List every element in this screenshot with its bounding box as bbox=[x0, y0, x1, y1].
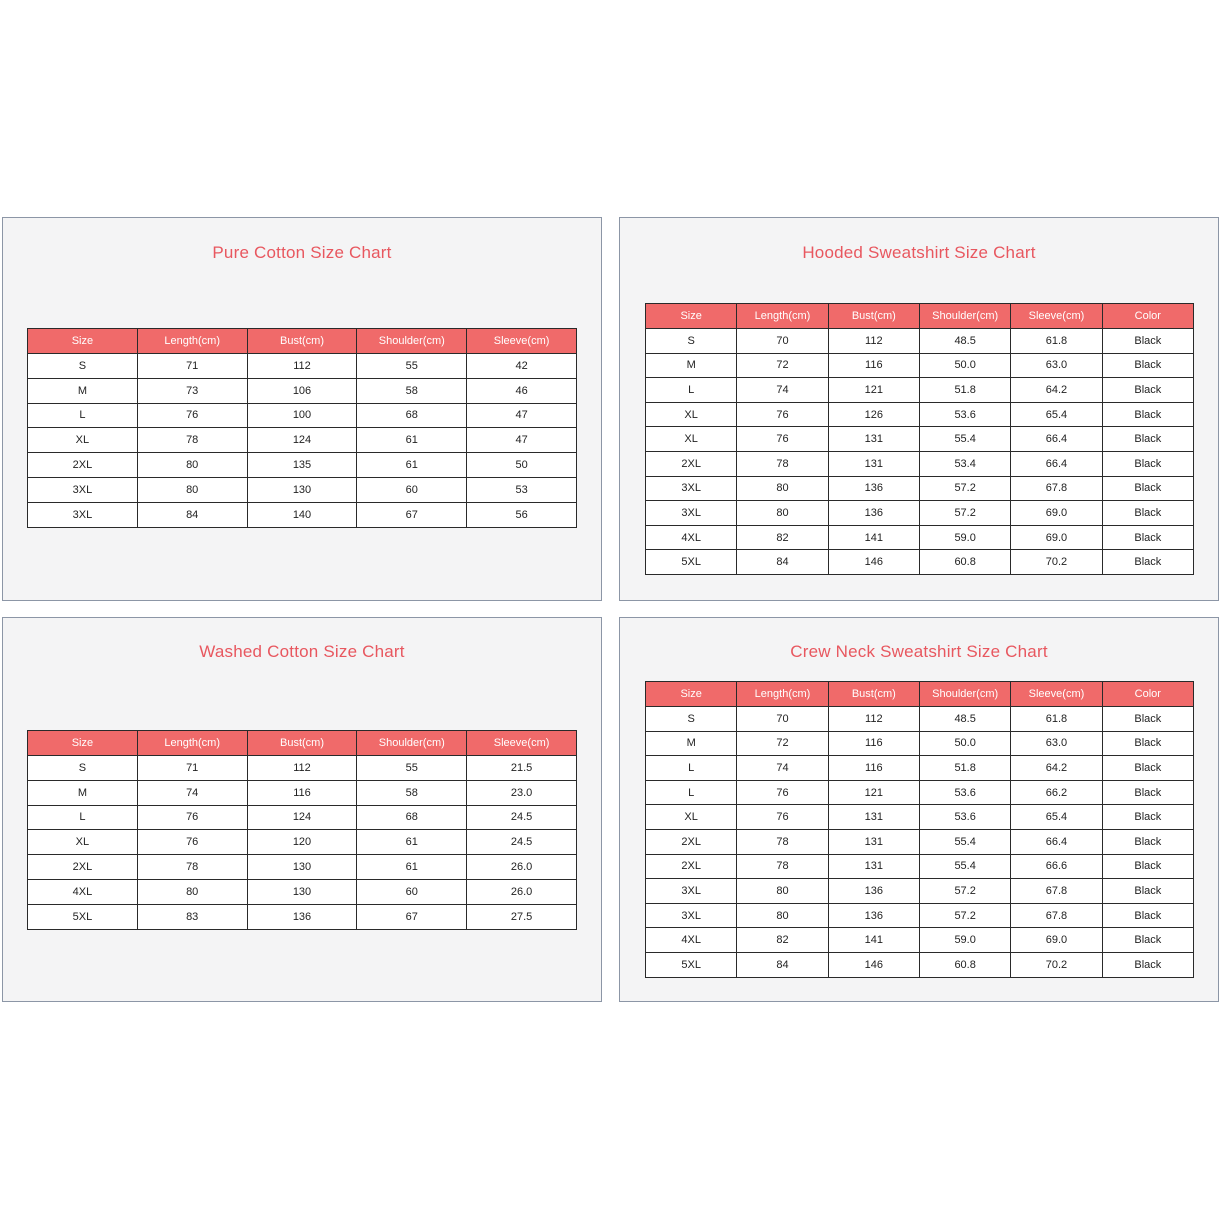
table-cell: 55.4 bbox=[919, 854, 1010, 879]
table-cell: 57.2 bbox=[919, 879, 1010, 904]
table-cell: 70.2 bbox=[1011, 550, 1102, 575]
table-row bbox=[646, 476, 1194, 501]
table-cell: 131 bbox=[828, 451, 919, 476]
table-cell: 140 bbox=[247, 502, 357, 527]
table-header-row bbox=[28, 731, 577, 756]
table-cell: Black bbox=[1102, 756, 1193, 781]
table-cell: 83 bbox=[137, 904, 247, 929]
table-cell: 21.5 bbox=[467, 756, 577, 781]
table-cell: Black bbox=[1102, 952, 1193, 977]
table-cell: 66.6 bbox=[1011, 854, 1102, 879]
column-header: Sleeve(cm) bbox=[467, 329, 577, 354]
table-cell: Black bbox=[1102, 353, 1193, 378]
table-cell: S bbox=[28, 354, 138, 379]
table-cell: L bbox=[28, 805, 138, 830]
table-cell: 84 bbox=[737, 550, 828, 575]
table-cell: 67.8 bbox=[1011, 903, 1102, 928]
table-cell: 66.4 bbox=[1011, 829, 1102, 854]
table-cell: 53.6 bbox=[919, 805, 1010, 830]
table-row bbox=[646, 952, 1194, 977]
crew-neck-sweatshirt-size-table bbox=[645, 681, 1194, 978]
table-header-row bbox=[28, 329, 577, 354]
table-cell: 74 bbox=[737, 378, 828, 403]
table-cell: 47 bbox=[467, 403, 577, 428]
table-cell: 112 bbox=[247, 354, 357, 379]
table-cell: 65.4 bbox=[1011, 805, 1102, 830]
table-cell: Black bbox=[1102, 525, 1193, 550]
table-cell: Black bbox=[1102, 731, 1193, 756]
table-cell: 67.8 bbox=[1011, 476, 1102, 501]
table-row bbox=[646, 402, 1194, 427]
table-cell: 70 bbox=[737, 707, 828, 732]
table-cell: 67 bbox=[357, 502, 467, 527]
crew-neck-sweatshirt-size-chart-panel bbox=[619, 617, 1219, 1002]
table-cell: 76 bbox=[737, 780, 828, 805]
hooded-sweatshirt-chart-title: Hooded Sweatshirt Size Chart bbox=[802, 243, 1036, 262]
table-cell: L bbox=[646, 756, 737, 781]
column-header: Sleeve(cm) bbox=[1011, 304, 1102, 329]
table-cell: Black bbox=[1102, 903, 1193, 928]
table-cell: 57.2 bbox=[919, 501, 1010, 526]
table-cell: 61.8 bbox=[1011, 329, 1102, 354]
table-cell: 80 bbox=[737, 903, 828, 928]
table-cell: 70 bbox=[737, 329, 828, 354]
table-cell: Black bbox=[1102, 707, 1193, 732]
table-cell: 3XL bbox=[28, 502, 138, 527]
table-cell: 5XL bbox=[28, 904, 138, 929]
table-cell: 3XL bbox=[646, 501, 737, 526]
table-cell: 27.5 bbox=[467, 904, 577, 929]
table-row bbox=[646, 550, 1194, 575]
table-row bbox=[646, 879, 1194, 904]
table-cell: Black bbox=[1102, 402, 1193, 427]
table-cell: 58 bbox=[357, 780, 467, 805]
table-cell: 69.0 bbox=[1011, 501, 1102, 526]
table-row bbox=[28, 805, 577, 830]
table-cell: 55.4 bbox=[919, 829, 1010, 854]
table-row bbox=[28, 830, 577, 855]
table-cell: L bbox=[646, 780, 737, 805]
pure-cotton-size-table bbox=[27, 328, 577, 528]
table-cell: XL bbox=[646, 427, 737, 452]
table-cell: 26.0 bbox=[467, 879, 577, 904]
table-cell: Black bbox=[1102, 501, 1193, 526]
column-header: Bust(cm) bbox=[828, 682, 919, 707]
table-cell: 116 bbox=[828, 353, 919, 378]
table-row bbox=[28, 477, 577, 502]
table-cell: 46 bbox=[467, 378, 577, 403]
table-row bbox=[28, 453, 577, 478]
table-cell: 80 bbox=[737, 501, 828, 526]
table-header-row bbox=[646, 682, 1194, 707]
table-cell: 84 bbox=[737, 952, 828, 977]
table-cell: 2XL bbox=[646, 829, 737, 854]
table-cell: 61.8 bbox=[1011, 707, 1102, 732]
table-row bbox=[28, 354, 577, 379]
column-header: Length(cm) bbox=[737, 682, 828, 707]
table-cell: 130 bbox=[247, 477, 357, 502]
table-cell: 58 bbox=[357, 378, 467, 403]
table-cell: 131 bbox=[828, 805, 919, 830]
table-cell: 112 bbox=[828, 707, 919, 732]
table-cell: 63.0 bbox=[1011, 731, 1102, 756]
column-header: Bust(cm) bbox=[247, 329, 357, 354]
table-cell: 66.2 bbox=[1011, 780, 1102, 805]
table-cell: 68 bbox=[357, 805, 467, 830]
table-cell: 64.2 bbox=[1011, 756, 1102, 781]
table-cell: 53.4 bbox=[919, 451, 1010, 476]
table-cell: 112 bbox=[828, 329, 919, 354]
table-row bbox=[28, 780, 577, 805]
table-cell: 55 bbox=[357, 354, 467, 379]
table-cell: 64.2 bbox=[1011, 378, 1102, 403]
table-cell: 66.4 bbox=[1011, 451, 1102, 476]
table-cell: M bbox=[28, 378, 138, 403]
table-cell: L bbox=[646, 378, 737, 403]
column-header: Shoulder(cm) bbox=[919, 304, 1010, 329]
table-row bbox=[28, 855, 577, 880]
table-cell: 63.0 bbox=[1011, 353, 1102, 378]
table-cell: Black bbox=[1102, 829, 1193, 854]
table-cell: 136 bbox=[828, 501, 919, 526]
table-cell: 76 bbox=[737, 402, 828, 427]
table-cell: 55.4 bbox=[919, 427, 1010, 452]
table-row bbox=[646, 903, 1194, 928]
column-header: Sleeve(cm) bbox=[467, 731, 577, 756]
table-row bbox=[646, 525, 1194, 550]
table-cell: 3XL bbox=[646, 879, 737, 904]
table-cell: 42 bbox=[467, 354, 577, 379]
table-cell: 71 bbox=[137, 354, 247, 379]
table-cell: Black bbox=[1102, 329, 1193, 354]
column-header: Shoulder(cm) bbox=[919, 682, 1010, 707]
table-row bbox=[646, 451, 1194, 476]
table-cell: 67 bbox=[357, 904, 467, 929]
table-cell: L bbox=[28, 403, 138, 428]
table-cell: 76 bbox=[137, 805, 247, 830]
table-cell: 124 bbox=[247, 428, 357, 453]
table-cell: 59.0 bbox=[919, 928, 1010, 953]
table-cell: 141 bbox=[828, 928, 919, 953]
table-cell: 61 bbox=[357, 428, 467, 453]
table-cell: 3XL bbox=[646, 476, 737, 501]
table-cell: 80 bbox=[137, 477, 247, 502]
washed-cotton-chart-title: Washed Cotton Size Chart bbox=[199, 642, 405, 661]
table-cell: 82 bbox=[737, 928, 828, 953]
table-cell: 130 bbox=[247, 855, 357, 880]
column-header: Size bbox=[646, 682, 737, 707]
table-cell: 24.5 bbox=[467, 805, 577, 830]
table-cell: 100 bbox=[247, 403, 357, 428]
table-cell: Black bbox=[1102, 378, 1193, 403]
column-header: Size bbox=[28, 731, 138, 756]
table-cell: 47 bbox=[467, 428, 577, 453]
table-cell: 23.0 bbox=[467, 780, 577, 805]
table-cell: 135 bbox=[247, 453, 357, 478]
table-row bbox=[28, 756, 577, 781]
column-header: Shoulder(cm) bbox=[357, 731, 467, 756]
table-cell: 65.4 bbox=[1011, 402, 1102, 427]
table-cell: 126 bbox=[828, 402, 919, 427]
table-cell: 2XL bbox=[28, 855, 138, 880]
table-cell: XL bbox=[646, 805, 737, 830]
table-cell: 106 bbox=[247, 378, 357, 403]
table-cell: 56 bbox=[467, 502, 577, 527]
table-cell: 53.6 bbox=[919, 402, 1010, 427]
table-cell: 61 bbox=[357, 855, 467, 880]
table-cell: 61 bbox=[357, 830, 467, 855]
table-row bbox=[28, 428, 577, 453]
table-cell: 67.8 bbox=[1011, 879, 1102, 904]
table-header-row bbox=[646, 304, 1194, 329]
column-header: Bust(cm) bbox=[247, 731, 357, 756]
table-cell: 48.5 bbox=[919, 707, 1010, 732]
table-cell: 131 bbox=[828, 829, 919, 854]
table-cell: Black bbox=[1102, 476, 1193, 501]
table-cell: 51.8 bbox=[919, 756, 1010, 781]
table-cell: Black bbox=[1102, 879, 1193, 904]
table-cell: 84 bbox=[137, 502, 247, 527]
table-row bbox=[28, 403, 577, 428]
washed-cotton-size-chart-panel bbox=[2, 617, 602, 1002]
table-cell: 2XL bbox=[28, 453, 138, 478]
table-cell: 78 bbox=[137, 428, 247, 453]
hooded-sweatshirt-size-table bbox=[645, 303, 1194, 575]
table-cell: 82 bbox=[737, 525, 828, 550]
table-cell: 78 bbox=[737, 451, 828, 476]
table-row bbox=[28, 378, 577, 403]
table-cell: 50 bbox=[467, 453, 577, 478]
table-cell: 141 bbox=[828, 525, 919, 550]
table-row bbox=[646, 854, 1194, 879]
column-header: Shoulder(cm) bbox=[357, 329, 467, 354]
table-cell: 112 bbox=[247, 756, 357, 781]
column-header: Length(cm) bbox=[137, 731, 247, 756]
table-cell: 2XL bbox=[646, 854, 737, 879]
table-row bbox=[646, 756, 1194, 781]
table-cell: 80 bbox=[137, 879, 247, 904]
table-cell: 48.5 bbox=[919, 329, 1010, 354]
table-cell: 72 bbox=[737, 731, 828, 756]
table-cell: 80 bbox=[737, 476, 828, 501]
column-header: Length(cm) bbox=[737, 304, 828, 329]
crew-neck-sweatshirt-chart-title: Crew Neck Sweatshirt Size Chart bbox=[790, 642, 1048, 661]
table-cell: 78 bbox=[137, 855, 247, 880]
table-cell: 76 bbox=[737, 805, 828, 830]
table-cell: 68 bbox=[357, 403, 467, 428]
table-cell: 136 bbox=[247, 904, 357, 929]
table-cell: 136 bbox=[828, 476, 919, 501]
table-cell: 76 bbox=[137, 403, 247, 428]
table-cell: 76 bbox=[137, 830, 247, 855]
table-row bbox=[646, 829, 1194, 854]
column-header: Bust(cm) bbox=[828, 304, 919, 329]
table-cell: 124 bbox=[247, 805, 357, 830]
table-row bbox=[646, 805, 1194, 830]
table-cell: 53 bbox=[467, 477, 577, 502]
column-header: Color bbox=[1102, 682, 1193, 707]
table-cell: 78 bbox=[737, 829, 828, 854]
table-row bbox=[28, 502, 577, 527]
table-cell: 69.0 bbox=[1011, 928, 1102, 953]
table-cell: 60.8 bbox=[919, 952, 1010, 977]
hooded-sweatshirt-size-chart-panel bbox=[619, 217, 1219, 601]
table-cell: Black bbox=[1102, 854, 1193, 879]
table-row bbox=[646, 353, 1194, 378]
table-cell: 146 bbox=[828, 550, 919, 575]
table-row bbox=[646, 707, 1194, 732]
washed-cotton-size-table bbox=[27, 730, 577, 930]
table-cell: 4XL bbox=[646, 928, 737, 953]
table-cell: S bbox=[28, 756, 138, 781]
table-cell: 50.0 bbox=[919, 731, 1010, 756]
table-cell: 59.0 bbox=[919, 525, 1010, 550]
table-row bbox=[28, 879, 577, 904]
table-cell: Black bbox=[1102, 928, 1193, 953]
column-header: Sleeve(cm) bbox=[1011, 682, 1102, 707]
table-row bbox=[646, 329, 1194, 354]
table-cell: XL bbox=[646, 402, 737, 427]
table-cell: M bbox=[646, 353, 737, 378]
table-row bbox=[28, 904, 577, 929]
table-cell: 50.0 bbox=[919, 353, 1010, 378]
table-cell: 71 bbox=[137, 756, 247, 781]
table-cell: M bbox=[28, 780, 138, 805]
table-cell: Black bbox=[1102, 780, 1193, 805]
table-cell: 3XL bbox=[28, 477, 138, 502]
table-cell: 136 bbox=[828, 879, 919, 904]
table-cell: 121 bbox=[828, 780, 919, 805]
table-cell: 80 bbox=[137, 453, 247, 478]
table-row bbox=[646, 501, 1194, 526]
column-header: Size bbox=[28, 329, 138, 354]
table-cell: XL bbox=[28, 830, 138, 855]
table-cell: 57.2 bbox=[919, 903, 1010, 928]
table-cell: Black bbox=[1102, 805, 1193, 830]
table-cell: 131 bbox=[828, 427, 919, 452]
table-cell: 146 bbox=[828, 952, 919, 977]
table-cell: 70.2 bbox=[1011, 952, 1102, 977]
column-header: Size bbox=[646, 304, 737, 329]
pure-cotton-chart-title: Pure Cotton Size Chart bbox=[212, 243, 392, 262]
table-cell: 5XL bbox=[646, 952, 737, 977]
table-cell: 51.8 bbox=[919, 378, 1010, 403]
column-header: Length(cm) bbox=[137, 329, 247, 354]
table-cell: 74 bbox=[137, 780, 247, 805]
table-cell: 61 bbox=[357, 453, 467, 478]
table-row bbox=[646, 780, 1194, 805]
table-cell: 116 bbox=[247, 780, 357, 805]
table-cell: M bbox=[646, 731, 737, 756]
table-cell: 5XL bbox=[646, 550, 737, 575]
table-cell: 4XL bbox=[646, 525, 737, 550]
table-cell: 66.4 bbox=[1011, 427, 1102, 452]
table-cell: 130 bbox=[247, 879, 357, 904]
table-cell: S bbox=[646, 329, 737, 354]
pure-cotton-size-chart-panel bbox=[2, 217, 602, 601]
table-cell: 60 bbox=[357, 879, 467, 904]
table-cell: 53.6 bbox=[919, 780, 1010, 805]
table-cell: 73 bbox=[137, 378, 247, 403]
table-cell: Black bbox=[1102, 550, 1193, 575]
table-cell: 60.8 bbox=[919, 550, 1010, 575]
table-row bbox=[646, 928, 1194, 953]
table-cell: 116 bbox=[828, 731, 919, 756]
table-cell: 4XL bbox=[28, 879, 138, 904]
table-cell: 116 bbox=[828, 756, 919, 781]
table-cell: 24.5 bbox=[467, 830, 577, 855]
table-cell: 131 bbox=[828, 854, 919, 879]
table-cell: 60 bbox=[357, 477, 467, 502]
table-cell: 136 bbox=[828, 903, 919, 928]
column-header: Color bbox=[1102, 304, 1193, 329]
table-row bbox=[646, 731, 1194, 756]
table-cell: 57.2 bbox=[919, 476, 1010, 501]
table-cell: Black bbox=[1102, 451, 1193, 476]
table-cell: 72 bbox=[737, 353, 828, 378]
table-row bbox=[646, 427, 1194, 452]
table-cell: 80 bbox=[737, 879, 828, 904]
table-cell: 78 bbox=[737, 854, 828, 879]
table-cell: Black bbox=[1102, 427, 1193, 452]
table-row bbox=[646, 378, 1194, 403]
table-cell: 26.0 bbox=[467, 855, 577, 880]
table-cell: 74 bbox=[737, 756, 828, 781]
table-cell: XL bbox=[28, 428, 138, 453]
table-cell: 76 bbox=[737, 427, 828, 452]
table-cell: 121 bbox=[828, 378, 919, 403]
table-cell: 55 bbox=[357, 756, 467, 781]
table-cell: 2XL bbox=[646, 451, 737, 476]
table-cell: 3XL bbox=[646, 903, 737, 928]
table-cell: S bbox=[646, 707, 737, 732]
table-cell: 120 bbox=[247, 830, 357, 855]
table-cell: 69.0 bbox=[1011, 525, 1102, 550]
